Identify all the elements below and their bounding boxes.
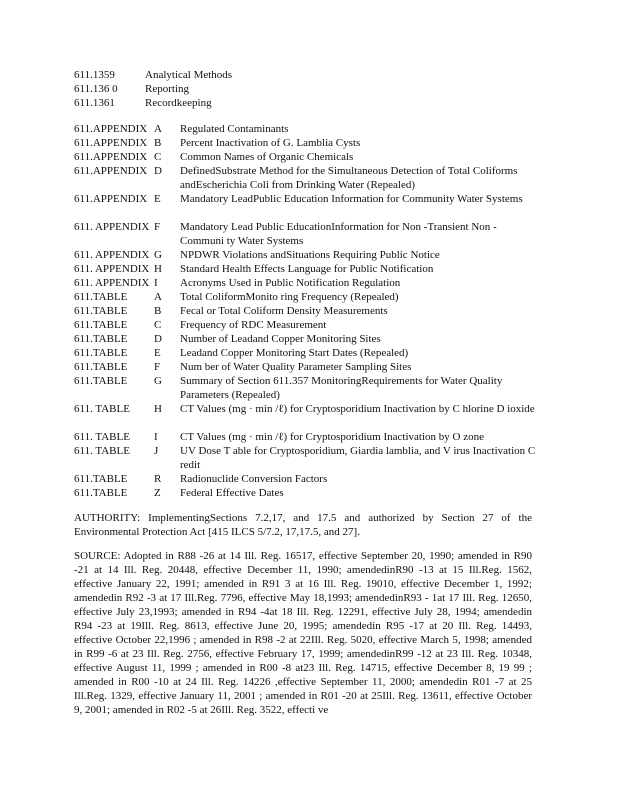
toc-section-title: Number of Leadand Copper Monitoring Sites — [180, 333, 381, 345]
toc-section-title: DefinedSubstrate Method for the Simultaneous Detection of Total Coliforms andEscherichia Coli from Drinking Water (Repealed) — [180, 165, 518, 191]
toc-letter: C — [154, 319, 162, 331]
toc-entry-appendix — [74, 122, 544, 136]
toc-section-title: Leadand Copper Monitoring Start Dates (Repealed) — [180, 347, 409, 359]
toc-section-number: 611.136 0 — [74, 83, 118, 95]
toc-entry-table — [74, 332, 544, 346]
toc-section-number: 611.TABLE — [74, 319, 128, 331]
authority-paragraph: AUTHORITY: ImplementingSections 7.2,17, and 17.5 and authorized by Section 27 of the Environmental Protection Act [415 ILCS 5/7.2, 17,17.5, and 27]. — [74, 512, 532, 538]
toc-entry — [74, 68, 544, 82]
toc-letter: F — [154, 221, 161, 233]
toc-entry-table — [74, 374, 544, 401]
toc-section-title: Radionuclide Conversion Factors — [180, 473, 328, 485]
toc-section-number: 611. APPENDIX — [74, 249, 150, 261]
toc-section-number: 611.1361 — [74, 97, 115, 109]
toc-section-title: CT Values (mg · min /ℓ) for Cryptosporidium Inactivation by O zone — [180, 431, 484, 443]
toc-section-number: 611. TABLE — [74, 403, 130, 415]
toc-section-number: 611.TABLE — [74, 305, 128, 317]
toc-section-title: Reporting — [145, 83, 189, 95]
toc-section-number: 611.TABLE — [74, 473, 128, 485]
toc-entry-table — [74, 318, 544, 332]
toc-section-title: Analytical Methods — [145, 69, 233, 81]
toc-entry-table — [74, 472, 544, 486]
toc-section-number: 611.APPENDIX — [74, 123, 148, 135]
toc-letter: A — [154, 123, 162, 135]
toc-entry-table — [74, 486, 544, 500]
toc-section-title: Num ber of Water Quality Parameter Sampling Sites — [180, 361, 412, 373]
toc-letter: C — [154, 151, 162, 163]
toc-entry-appendix — [74, 248, 544, 262]
toc-entry-table — [74, 290, 544, 304]
toc-section-number: 611. APPENDIX — [74, 277, 150, 289]
toc-section-number: 611. TABLE — [74, 445, 130, 457]
toc-letter: G — [154, 375, 162, 387]
toc-entry-appendix — [74, 220, 544, 247]
toc-entry-appendix — [74, 262, 544, 276]
toc-section-number: 611.APPENDIX — [74, 165, 148, 177]
toc-letter: A — [154, 291, 162, 303]
toc-section-title: UV Dose T able for Cryptosporidium, Giardia lamblia, and V irus Inactivation C redit — [180, 445, 536, 471]
toc-entry — [74, 82, 544, 96]
toc-letter: I — [154, 431, 158, 443]
toc-section-title: Mandatory Lead Public EducationInformation for Non -Transient Non - Communi ty Water Systems — [180, 221, 497, 247]
toc-entry-appendix — [74, 192, 544, 206]
toc-letter: F — [154, 361, 161, 373]
toc-section-title: Acronyms Used in Public Notification Regulation — [180, 277, 401, 289]
toc-entry-appendix — [74, 164, 544, 191]
toc-section-title: Common Names of Organic Chemicals — [180, 151, 354, 163]
toc-section-title: Federal Effective Dates — [180, 487, 284, 499]
toc-letter: D — [154, 333, 162, 345]
toc-section-title: Recordkeeping — [145, 97, 212, 109]
toc-section-number: 611.APPENDIX — [74, 137, 148, 149]
toc-letter: E — [154, 193, 161, 205]
toc-entry-table — [74, 402, 544, 416]
toc-letter: H — [154, 403, 162, 415]
toc-entry-appendix — [74, 150, 544, 164]
toc-section-number: 611. APPENDIX — [74, 221, 150, 233]
toc-letter: D — [154, 165, 162, 177]
toc-section-title: NPDWR Violations andSituations Requiring Public Notice — [180, 249, 440, 261]
toc-section-title: Frequency of RDC Measurement — [180, 319, 327, 331]
toc-entry — [74, 96, 544, 110]
toc-section-number: 611.1359 — [74, 69, 115, 81]
toc-section-title: Fecal or Total Coliform Density Measurements — [180, 305, 388, 317]
toc-section-title: Percent Inactivation of G. Lamblia Cysts — [180, 137, 361, 149]
toc-section-number: 611.TABLE — [74, 487, 128, 499]
toc-letter: G — [154, 249, 162, 261]
toc-section-number: 611.TABLE — [74, 291, 128, 303]
toc-letter: E — [154, 347, 161, 359]
toc-entry-appendix — [74, 136, 544, 150]
toc-section-title: CT Values (mg · min /ℓ) for Cryptosporidium Inactivation by C hlorine D ioxide — [180, 403, 535, 415]
toc-entry-table — [74, 444, 544, 471]
toc-section-title: Standard Health Effects Language for Public Notification — [180, 263, 434, 275]
toc-letter: B — [154, 305, 162, 317]
toc-section-number: 611.TABLE — [74, 361, 128, 373]
toc-entry-table — [74, 346, 544, 360]
toc-letter: H — [154, 263, 162, 275]
toc-section-number: 611. TABLE — [74, 431, 130, 443]
toc-letter: B — [154, 137, 162, 149]
toc-section-title: Mandatory LeadPublic Education Information for Community Water Systems — [180, 193, 523, 205]
toc-entry-table — [74, 430, 544, 444]
toc-section-number: 611.APPENDIX — [74, 151, 148, 163]
toc-section-title: Regulated Contaminants — [180, 123, 289, 135]
toc-entry-table — [74, 304, 544, 318]
toc-section-title: Total ColiformMonito ring Frequency (Repealed) — [180, 291, 399, 303]
source-paragraph: SOURCE: Adopted in R88 -26 at 14 Ill. Reg. 16517, effective September 20, 1990; amended in R90 -21 at 14 Ill. Reg. 20448, effective December 11, 1990; amendedinR90 -13 at 15 Ill.Reg. 1562, effective January 22, 1991; amended in R91 3 at 16 Ill. Reg. 19010, effective December 1, 1992; amendedin R92 -3 at 17 Ill.Reg. 7796, effective May 18,1993; amendedinR93 - 1at 17 Ill. Reg. 12650, effective July 23,1993; amended in R94 -4at 18 Ill. Reg. 12291, effective July 28, 1994; amendedin R94 -23 at 19Ill. Reg. 8613, effective June 20, 1995; amendedin R95 -17 at 20 Ill. Reg. 14493, effective October 22,1996 ; amended in R98 -2 at 22Ill. Reg. 5020, effective March 5, 1998; amended in R99 -6 at 23 Ill. Reg. 2756, effective February 17, 1999; amendedinR99 -12 at 23 Ill. Reg. 10348, effective August 11, 1999 ; amended in R00 -8 at23 Ill. Reg. 14715, effective December 8, 19 99 ; amended in R00 -10 at 24 Ill. Reg. 14226 ,effective September 11, 2000; amendedin R01 -7 at 25 Ill.Reg. 1329, effective January 11, 2001 ; amended in R01 -20 at 25Ill. Reg. 13611, effective October 9, 2001; amended in R02 -5 at 26Ill. Reg. 3522, effecti ve — [74, 550, 532, 716]
toc-section-number: 611.TABLE — [74, 347, 128, 359]
toc-section-title: Summary of Section 611.357 MonitoringRequirements for Water Quality Parameters (Repealed) — [180, 375, 503, 401]
toc-letter: Z — [154, 487, 161, 499]
toc-section-number: 611.APPENDIX — [74, 193, 148, 205]
toc-section-number: 611.TABLE — [74, 333, 128, 345]
toc-entry-appendix — [74, 276, 544, 290]
toc-entry-table — [74, 360, 544, 374]
toc-section-number: 611. APPENDIX — [74, 263, 150, 275]
toc-letter: R — [154, 473, 162, 485]
toc-letter: J — [154, 445, 159, 457]
toc-section-number: 611.TABLE — [74, 375, 128, 387]
toc-letter: I — [154, 277, 158, 289]
